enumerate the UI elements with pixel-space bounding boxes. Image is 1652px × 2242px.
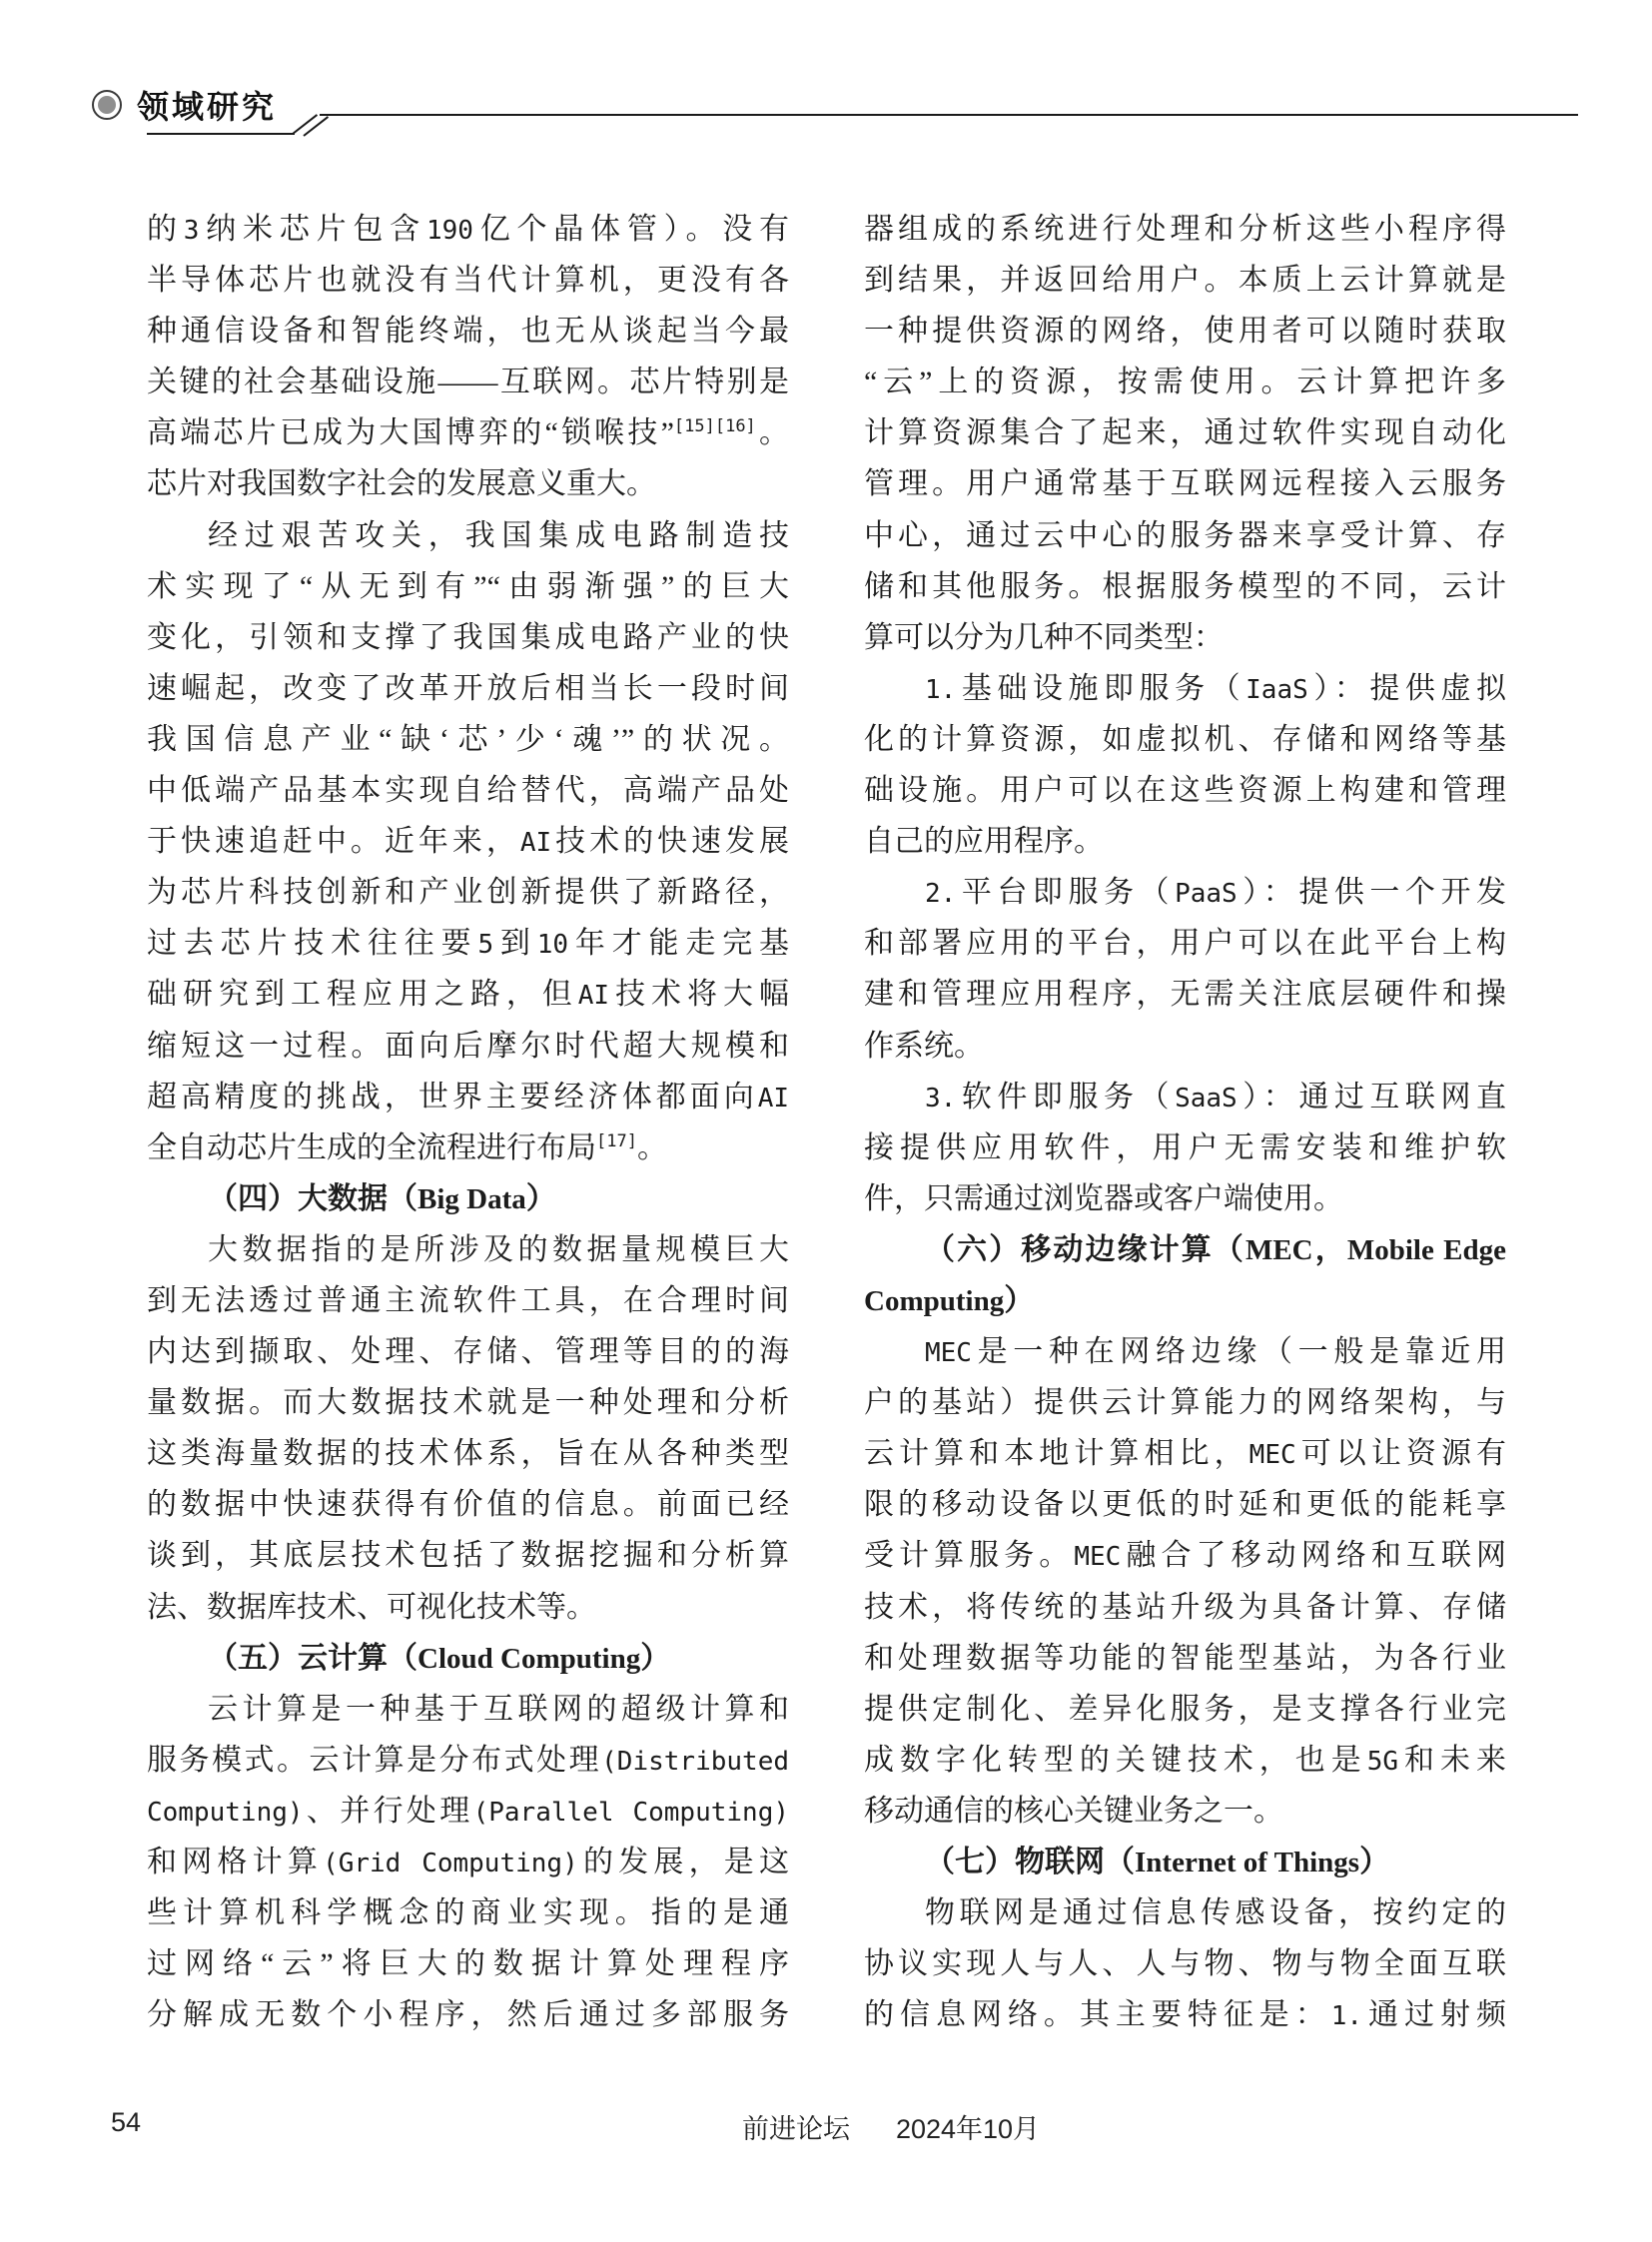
text-line: 分解成无数个小程序，然后通过多部服务: [147, 1998, 789, 2032]
text-line: 自己的应用程序。: [864, 825, 1104, 859]
text-line: 算可以分为几种不同类型：: [864, 620, 1224, 654]
text-line: 1.基础设施即服务（IaaS）：提供虚拟: [925, 671, 1506, 705]
text-line: 云计算是一种基于互联网的超级计算和: [208, 1692, 789, 1726]
text-line: 受计算服务。MEC融合了移动网络和互联网: [864, 1539, 1506, 1573]
text-line: 户的基站）提供云计算能力的网络架构，与: [864, 1386, 1506, 1420]
text-line: 成数字化转型的关键技术，也是5G和未来: [864, 1743, 1506, 1777]
text-line: 协议实现人与人、人与物、物与物全面互联: [864, 1947, 1506, 1981]
text-line: 经过艰苦攻关，我国集成电路制造技: [208, 518, 789, 552]
text-line: 一种提供资源的网络，使用者可以随时获取: [864, 315, 1506, 349]
text-line: 和部署应用的平台，用户可以在此平台上构: [864, 927, 1506, 961]
section-bullet-icon: [92, 90, 122, 120]
text-line: 限的移动设备以更低的时延和更低的能耗享: [864, 1488, 1506, 1522]
text-line: 术实现了“从无到有”“由弱渐强”的巨大: [147, 569, 789, 603]
text-line: 些计算机科学概念的商业实现。指的是通: [147, 1896, 789, 1930]
text-line: 缩短这一过程。面向后摩尔时代超大规模和: [147, 1029, 789, 1063]
footer-issue-date: 2024年10月: [895, 2114, 1041, 2144]
text-line: Computing)、并行处理(Parallel Computing): [147, 1794, 789, 1828]
footer-journal-line: [742, 2107, 1040, 2146]
text-line: 到结果，并返回给用户。本质上云计算就是: [864, 264, 1506, 298]
text-line: 高端芯片已成为大国博弈的“锁喉技”[15][16]。: [147, 416, 789, 450]
text-line: 大数据指的是所涉及的数据量规模巨大: [208, 1232, 789, 1266]
section-heading: Computing）: [864, 1283, 1035, 1317]
text-line: 芯片对我国数字社会的发展意义重大。: [147, 467, 656, 501]
text-line: 中心，通过云中心的服务器来享受计算、存: [864, 518, 1506, 552]
text-line: 中低端产品基本实现自给替代，高端产品处: [147, 774, 789, 808]
text-line: 速崛起，改变了改革开放后相当长一段时间: [147, 671, 789, 705]
text-line: 谈到，其底层技术包括了数据挖掘和分析算: [147, 1539, 789, 1573]
text-line: 化的计算资源，如虚拟机、存储和网络等基: [864, 722, 1506, 756]
text-line: 半导体芯片也就没有当代计算机，更没有各: [147, 264, 789, 298]
text-line: 础设施。用户可以在这些资源上构建和管理: [864, 774, 1506, 808]
text-line: 技术，将传统的基站升级为具备计算、存储: [864, 1590, 1506, 1624]
text-line: MEC是一种在网络边缘（一般是靠近用: [925, 1335, 1506, 1369]
text-line: 为芯片科技创新和产业创新提供了新路径，: [147, 876, 789, 910]
text-line: 3.软件即服务（SaaS）：通过互联网直: [925, 1080, 1506, 1114]
text-line: 建和管理应用程序，无需关注底层硬件和操: [864, 978, 1506, 1012]
text-line: 内达到撷取、处理、存储、管理等目的的海: [147, 1335, 789, 1369]
text-line: 的数据中快速获得有价值的信息。前面已经: [147, 1488, 789, 1522]
header-rule-short: [147, 133, 295, 135]
section-heading: （四）大数据（Big Data）: [208, 1181, 556, 1215]
text-line: “云”上的资源，按需使用。云计算把许多: [864, 366, 1506, 399]
bullet-dot: [98, 96, 116, 114]
section-heading: （五）云计算（Cloud Computing）: [208, 1641, 671, 1675]
text-line: 管理。用户通常基于互联网远程接入云服务: [864, 467, 1506, 501]
text-line: 提供定制化、差异化服务，是支撑各行业完: [864, 1692, 1506, 1726]
text-line: 变化，引领和支撑了我国集成电路产业的快: [147, 620, 789, 654]
text-line: 法、数据库技术、可视化技术等。: [147, 1590, 596, 1624]
text-line: 接提供应用软件，用户无需安装和维护软: [864, 1130, 1506, 1164]
citation-superscript: [17]: [596, 1130, 637, 1151]
header-slash-icon: [303, 116, 329, 137]
text-line: 我国信息产业“缺‘芯’少‘魂’”的状况。: [147, 722, 789, 756]
footer-page-number: 54: [111, 2107, 142, 2137]
citation-superscript: [15][16]: [673, 416, 756, 437]
text-line: 超高精度的挑战，世界主要经济体都面向AI: [147, 1080, 789, 1114]
text-line: 的3纳米芯片包含190亿个晶体管）。没有: [147, 213, 789, 246]
column-right: [864, 204, 1506, 2040]
text-line: 器组成的系统进行处理和分析这些小程序得: [864, 213, 1506, 246]
text-line: 量数据。而大数据技术就是一种处理和分析: [147, 1386, 789, 1420]
footer-journal-name: 前进论坛: [741, 2114, 850, 2144]
text-line: 移动通信的核心关键业务之一。: [864, 1794, 1283, 1828]
text-line: 计算资源集合了起来，通过软件实现自动化: [864, 416, 1506, 450]
header-slash-icon: [292, 114, 318, 135]
text-line: 到无法透过普通主流软件工具，在合理时间: [147, 1283, 789, 1317]
text-line: 这类海量数据的技术体系，旨在从各种类型: [147, 1437, 789, 1471]
text-line: 过去芯片技术往往要5到10年才能走完基: [147, 927, 789, 961]
section-heading: （七）物联网（Internet of Things）: [925, 1846, 1390, 1878]
section-heading: （六）移动边缘计算（MEC，Mobile Edge: [925, 1232, 1506, 1266]
text-line: 于快速追赶中。近年来，AI技术的快速发展: [147, 825, 789, 859]
text-line: 物联网是通过信息传感设备，按约定的: [925, 1896, 1506, 1930]
text-line: 服务模式。云计算是分布式处理(Distributed: [147, 1743, 789, 1777]
text-line: 储和其他服务。根据服务模型的不同，云计: [864, 569, 1506, 603]
text-line: 础研究到工程应用之路，但AI技术将大幅: [147, 978, 789, 1012]
text-line: 种通信设备和智能终端，也无从谈起当今最: [147, 315, 789, 349]
text-line: 过网络“云”将巨大的数据计算处理程序: [147, 1947, 789, 1981]
header-rule-long: [320, 114, 1578, 116]
section-label: 领域研究: [137, 89, 278, 125]
text-line: 和网格计算(Grid Computing)的发展，是这: [147, 1846, 789, 1878]
text-line: 的信息网络。其主要特征是：1.通过射频: [864, 1998, 1506, 2032]
column-left: [147, 204, 789, 2040]
text-line: 和处理数据等功能的智能型基站，为各行业: [864, 1641, 1506, 1675]
text-line: 2.平台即服务（PaaS）：提供一个开发: [925, 876, 1506, 910]
text-line: 关键的社会基础设施——互联网。芯片特别是: [147, 366, 789, 399]
text-line: 作系统。: [864, 1029, 984, 1063]
text-line: 件，只需通过浏览器或客户端使用。: [864, 1181, 1343, 1215]
text-line: 云计算和本地计算相比，MEC可以让资源有: [864, 1437, 1506, 1471]
text-line: 全自动芯片生成的全流程进行布局[17]。: [147, 1130, 667, 1164]
